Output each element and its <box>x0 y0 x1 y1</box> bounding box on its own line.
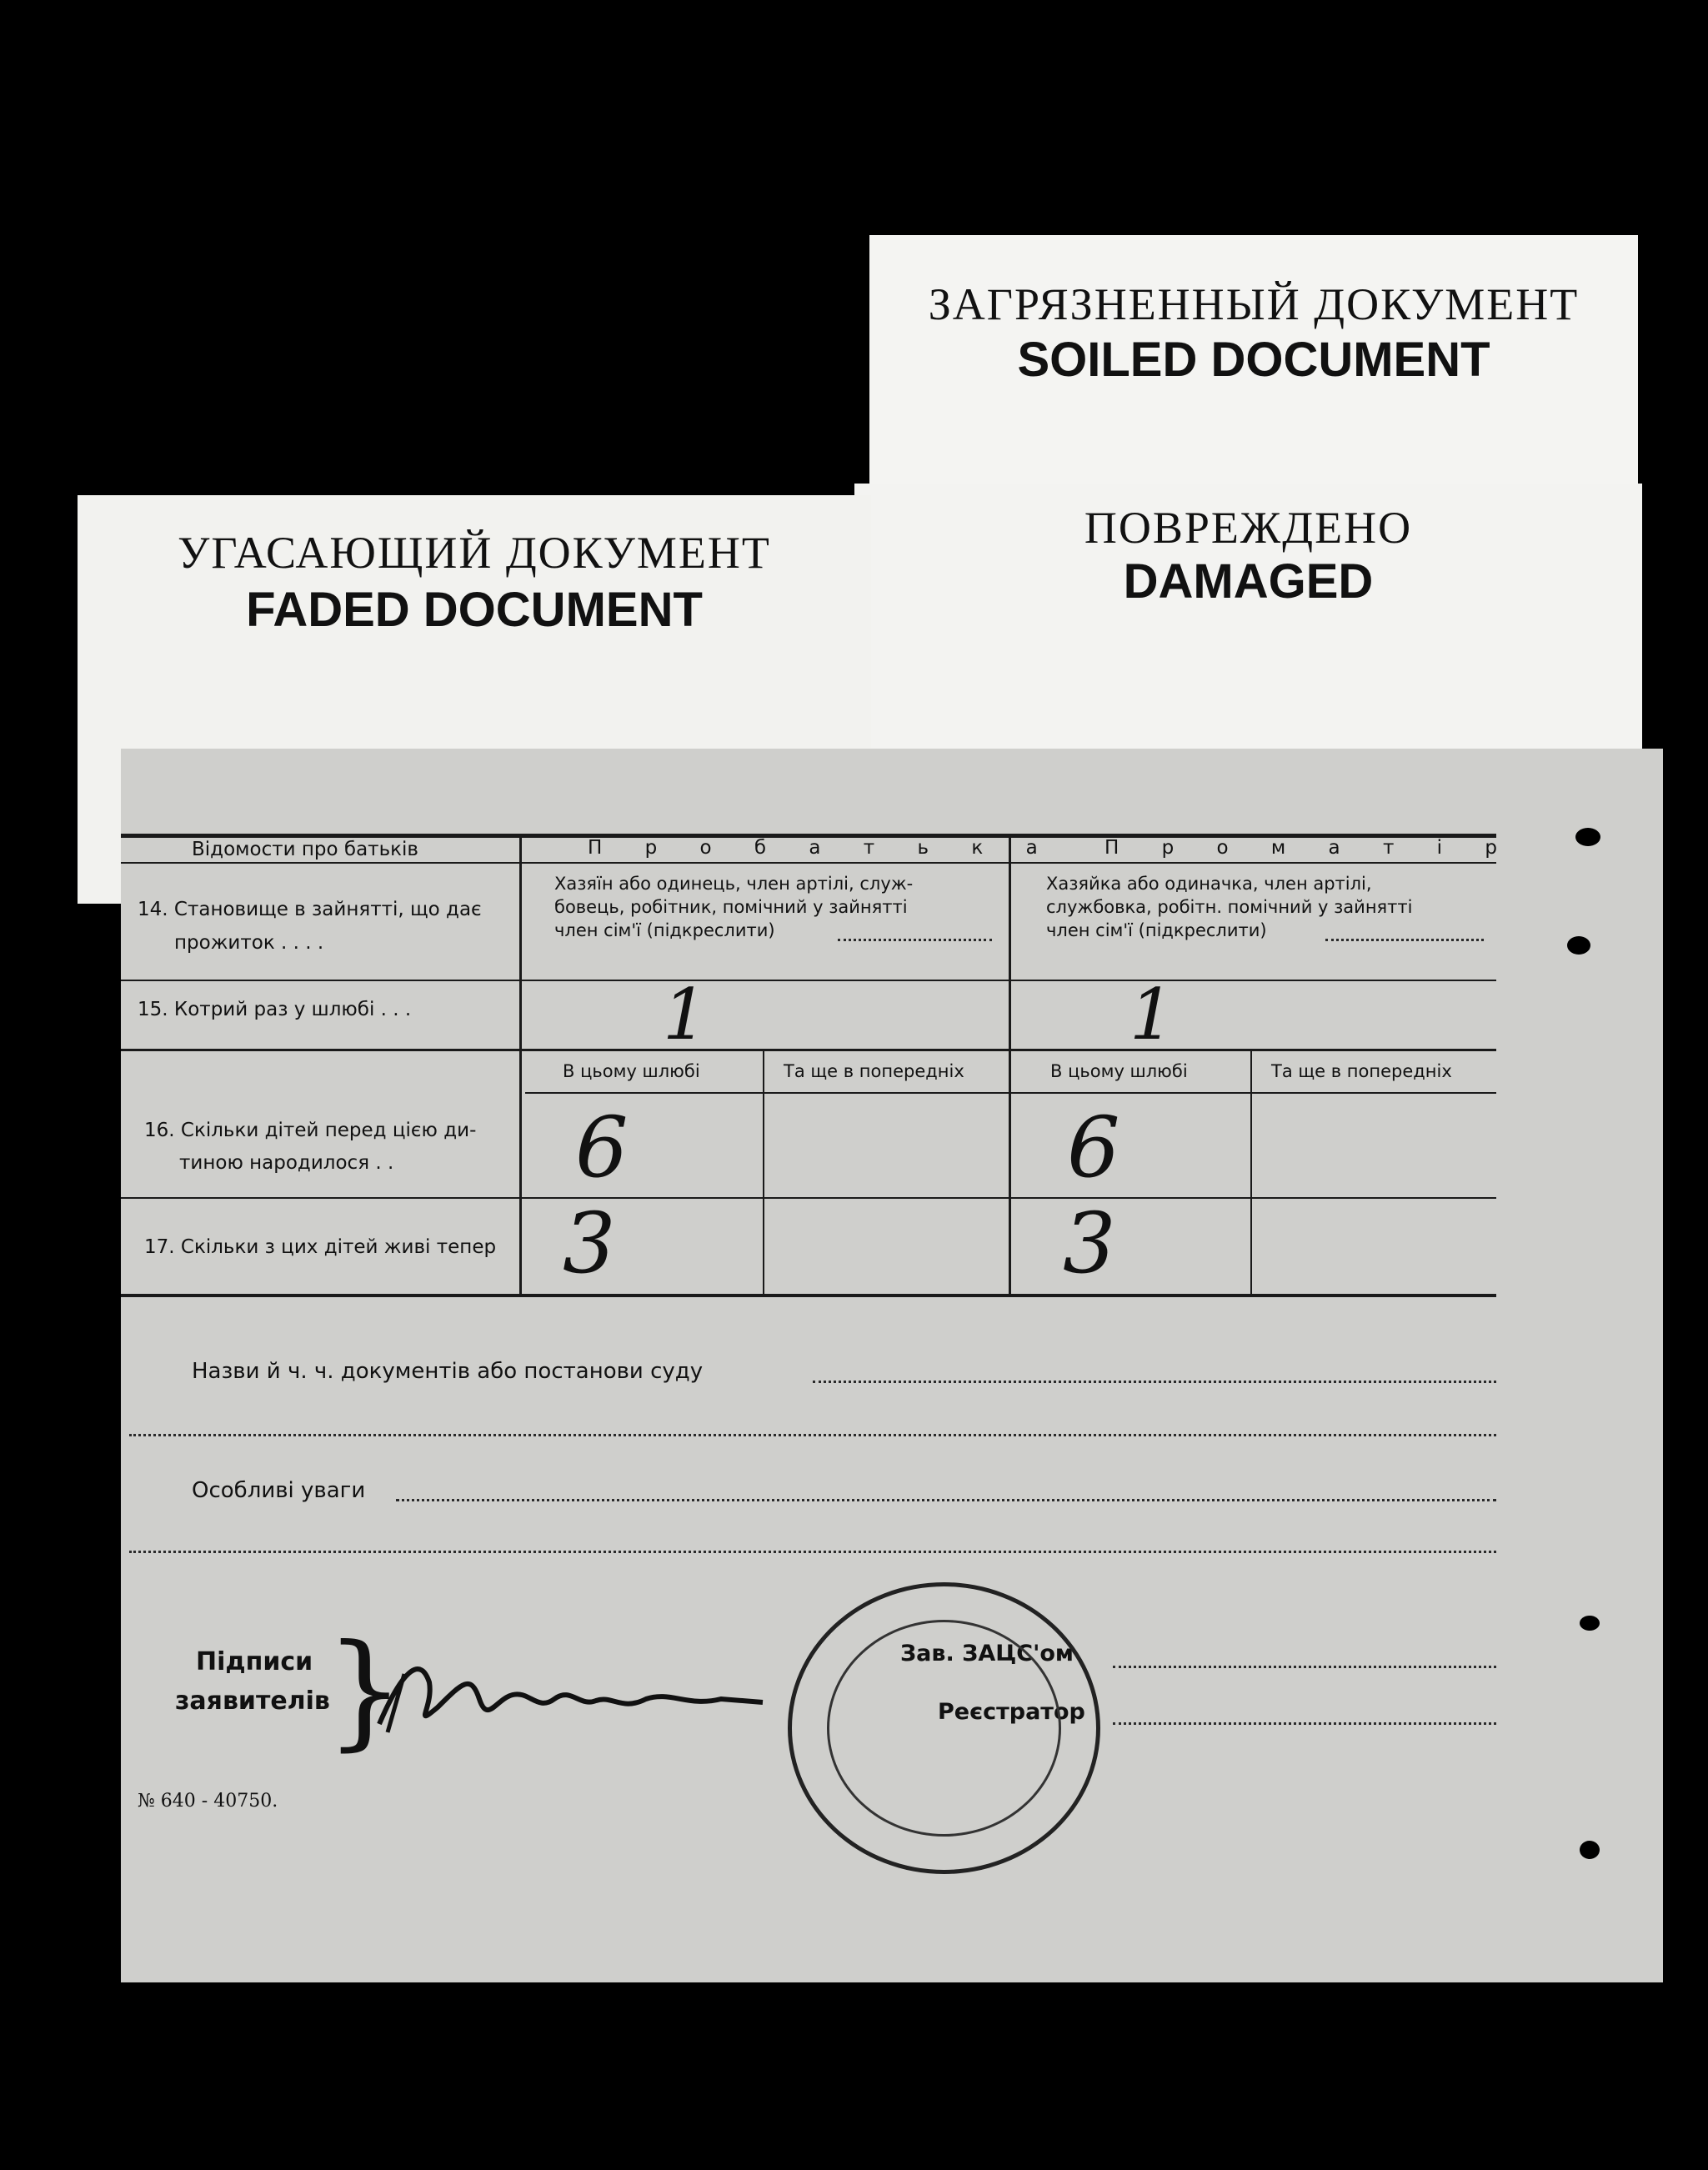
row14-mother-line3: член сім'ї (підкреслити) <box>1046 920 1267 940</box>
registrar-line <box>1113 1722 1496 1725</box>
binding-hole <box>1575 828 1600 846</box>
signatures-label-line2: заявителів <box>175 1686 330 1716</box>
zags-head-label: Зав. ЗАЦС'ом <box>900 1641 1074 1666</box>
row14-mother-line1: Хазяйка або одиначка, член артілі, <box>1046 874 1372 894</box>
row16-father-value: 6 <box>575 1099 629 1196</box>
header-father: П р о б а т ь к а <box>588 837 1056 859</box>
col-divider-mother-sub <box>1250 1050 1252 1295</box>
row14-bottom-rule <box>121 980 1496 981</box>
row15-father-value: 1 <box>663 974 708 1055</box>
row14-father-line1: Хазяїн або одинець, член артілі, служ- <box>554 874 914 894</box>
damaged-label-ru: ПОВРЕЖДЕНО <box>1084 503 1413 553</box>
documents-line-2 <box>129 1434 1496 1436</box>
notes-line-2 <box>129 1551 1496 1553</box>
signatures-label-line1: Підписи <box>196 1647 313 1676</box>
notes-label: Особливі уваги <box>192 1478 366 1503</box>
row14-label-line2: прожиток . . . . <box>174 932 324 954</box>
registration-form-sheet <box>121 749 1663 1982</box>
row15-mother-value: 1 <box>1129 974 1175 1055</box>
documents-line-1 <box>813 1381 1496 1383</box>
soiled-document-label <box>869 235 1638 494</box>
row17-label: 17. Скільки з цих дітей живі тепер <box>144 1236 497 1258</box>
binding-hole <box>1580 1841 1600 1859</box>
father-prev-marriages: Та ще в попередніх <box>784 1061 964 1081</box>
official-seal-stamp <box>788 1582 1100 1874</box>
form-number: № 640 - 40750. <box>138 1791 278 1812</box>
row17-mother-value: 3 <box>1063 1195 1116 1292</box>
col-divider-1 <box>519 835 522 1295</box>
row14-father-line2: бовець, робітник, помічний у зайнятті <box>554 897 908 917</box>
row14-father-dots <box>838 939 992 941</box>
soiled-label-ru: ЗАГРЯЗНЕННЫЙ ДОКУМЕНТ <box>928 279 1580 329</box>
signatures-brace: } <box>325 1618 405 1763</box>
row14-father-line3: член сім'ї (підкреслити) <box>554 920 775 940</box>
damaged-document-label <box>854 484 1642 759</box>
documents-label: Назви й ч. ч. документів або постанови суду <box>192 1359 704 1384</box>
faded-label-ru: УГАСАЮЩИЙ ДОКУМЕНТ <box>178 528 771 578</box>
row16-bottom-rule <box>121 1197 1496 1199</box>
col-divider-father-sub <box>763 1050 764 1295</box>
notes-line-1 <box>396 1499 1496 1501</box>
faded-label-en: FADED DOCUMENT <box>246 583 703 637</box>
row15-label: 15. Котрий раз у шлюбі . . . <box>138 999 412 1020</box>
mother-prev-marriages: Та ще в попередніх <box>1271 1061 1452 1081</box>
row15-bottom-rule <box>121 1049 1496 1051</box>
father-this-marriage: В цьому шлюбі <box>563 1061 700 1081</box>
row16-label-line1: 16. Скільки дітей перед цією ди- <box>144 1120 477 1141</box>
row14-mother-line2: службовка, робітн. помічний у зайнятті <box>1046 897 1413 917</box>
seal-inner-ring <box>827 1620 1061 1837</box>
col-divider-2 <box>1009 835 1011 1295</box>
row17-father-value: 3 <box>563 1195 616 1292</box>
row14-label-line1: 14. Становище в зайнятті, що дає <box>138 899 482 920</box>
row14-mother-dots <box>1325 939 1484 941</box>
header-bottom-rule <box>121 862 1496 864</box>
mother-this-marriage: В цьому шлюбі <box>1050 1061 1188 1081</box>
row16-mother-value: 6 <box>1067 1099 1120 1196</box>
binding-hole <box>1567 936 1590 955</box>
binding-hole <box>1580 1616 1600 1631</box>
soiled-label-en: SOILED DOCUMENT <box>1017 333 1490 387</box>
header-mother: П р о м а т і р <box>1104 837 1515 859</box>
row16-label-line2: тиною народилося . . <box>179 1152 394 1174</box>
applicant-signature <box>371 1649 771 1749</box>
zags-head-line <box>1113 1666 1496 1668</box>
header-parents-info: Відомости про батьків <box>192 839 418 860</box>
damaged-label-en: DAMAGED <box>1123 554 1374 609</box>
registrar-label: Реєстратор <box>938 1699 1085 1725</box>
table-bottom-rule <box>121 1294 1496 1297</box>
